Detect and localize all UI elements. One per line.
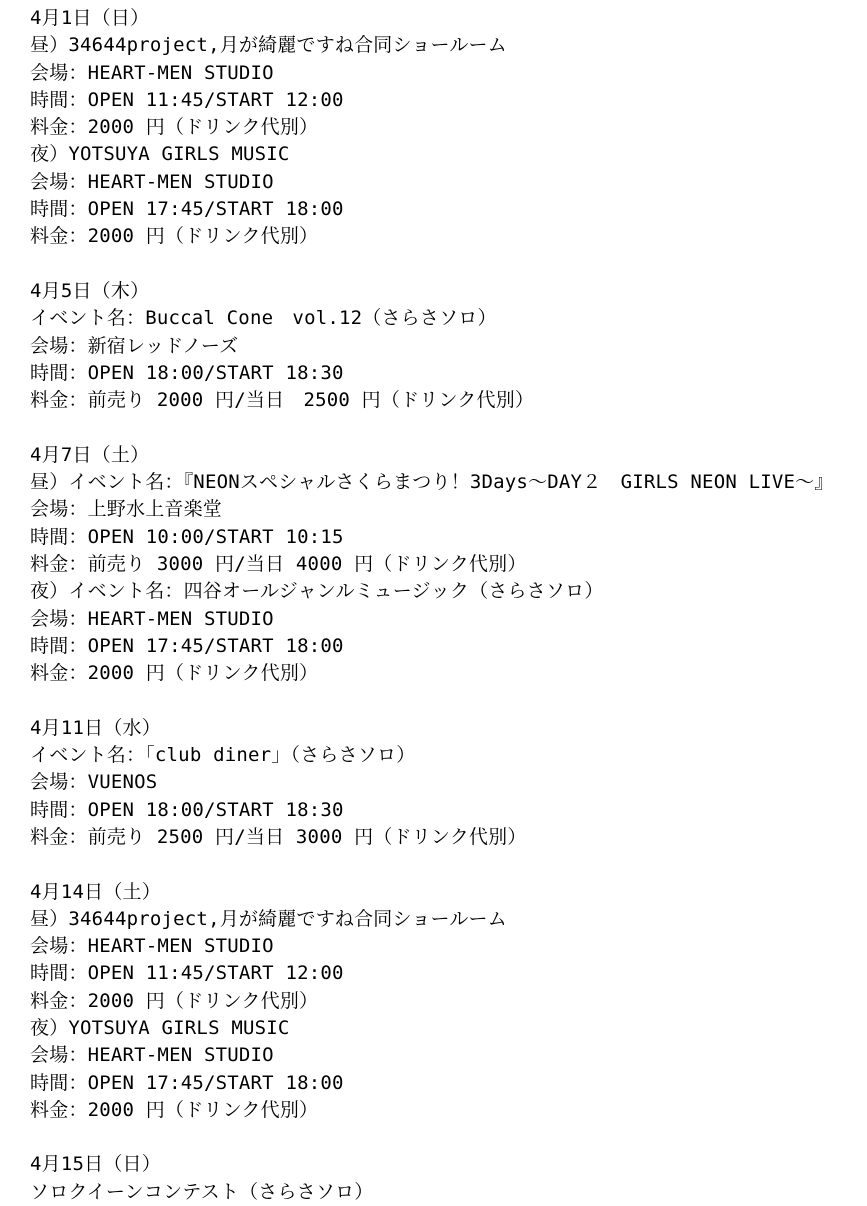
schedule-line: 夜）YOTSUYA GIRLS MUSIC <box>30 1016 290 1039</box>
schedule-line: 会場：VUENOS <box>30 771 158 794</box>
schedule-line: 時間：OPEN 11:45/START 12:00 <box>30 88 344 111</box>
schedule-line: 会場：HEART-MEN STUDIO <box>30 1044 274 1067</box>
schedule-line: 料金：2000 円（ドリンク代別） <box>30 989 319 1012</box>
schedule-line: 昼）34644project,月が綺麗ですね合同ショールーム <box>30 907 507 930</box>
schedule-line: 会場：HEART-MEN STUDIO <box>30 935 274 958</box>
event-block <box>30 879 859 1125</box>
schedule-line: 時間：OPEN 17:45/START 18:00 <box>30 634 344 657</box>
schedule-blocks-container <box>30 5 859 1206</box>
schedule-line: 昼）イベント名：『NEONスペシャルさくらまつり！3Days～DAY２ GIRLS NEON LIVE～』 <box>30 471 834 494</box>
schedule-line: 会場：新宿レッドノーズ <box>30 334 239 357</box>
event-date-line: 4月11日（水） <box>30 716 161 739</box>
event-block <box>30 715 859 851</box>
schedule-line: 会場：HEART-MEN STUDIO <box>30 607 274 630</box>
schedule-line: 夜）イベント名：四谷オールジャンルミュージック（さらさソロ） <box>30 580 604 603</box>
event-block <box>30 5 859 251</box>
schedule-line: イベント名：「club diner」（さらさソロ） <box>30 744 416 767</box>
schedule-line: 料金：前売り 2000 円/当日 2500 円（ドリンク代別） <box>30 389 535 412</box>
schedule-line: 夜）YOTSUYA GIRLS MUSIC <box>30 143 290 166</box>
schedule-line: 時間：OPEN 11:45/START 12:00 <box>30 962 344 985</box>
schedule-line: 料金：前売り 3000 円/当日 4000 円（ドリンク代別） <box>30 552 527 575</box>
schedule-line: 時間：OPEN 18:00/START 18:30 <box>30 798 344 821</box>
event-date-line: 4月5日（木） <box>30 279 150 302</box>
schedule-line: 時間：OPEN 18:00/START 18:30 <box>30 361 344 384</box>
schedule-line: 料金：前売り 2500 円/当日 3000 円（ドリンク代別） <box>30 825 527 848</box>
schedule-line: 昼）34644project,月が綺麗ですね合同ショールーム <box>30 34 507 57</box>
schedule-line: ソロクイーンコンテスト（さらさソロ） <box>30 1180 374 1203</box>
schedule-line: イベント名：Buccal Cone vol.12（さらさソロ） <box>30 307 497 330</box>
event-date-line: 4月1日（日） <box>30 7 150 29</box>
event-block <box>30 278 859 414</box>
event-block <box>30 442 859 688</box>
schedule-line: 時間：OPEN 10:00/START 10:15 <box>30 525 344 548</box>
schedule-line: 料金：2000 円（ドリンク代別） <box>30 116 319 139</box>
schedule-line: 料金：2000 円（ドリンク代別） <box>30 225 319 248</box>
event-date-line: 4月7日（土） <box>30 443 150 466</box>
event-date-line: 4月15日（日） <box>30 1153 161 1176</box>
schedule-line: 会場：HEART-MEN STUDIO <box>30 170 274 193</box>
schedule-line: 会場：HEART-MEN STUDIO <box>30 61 274 84</box>
schedule-line: 時間：OPEN 17:45/START 18:00 <box>30 1071 344 1094</box>
event-block <box>30 1151 859 1206</box>
schedule-line: 会場：上野水上音楽堂 <box>30 498 223 521</box>
event-date-line: 4月14日（土） <box>30 880 161 903</box>
schedule-line: 料金：2000 円（ドリンク代別） <box>30 662 319 685</box>
schedule-line: 料金：2000 円（ドリンク代別） <box>30 1098 319 1121</box>
schedule-line: 時間：OPEN 17:45/START 18:00 <box>30 198 344 221</box>
